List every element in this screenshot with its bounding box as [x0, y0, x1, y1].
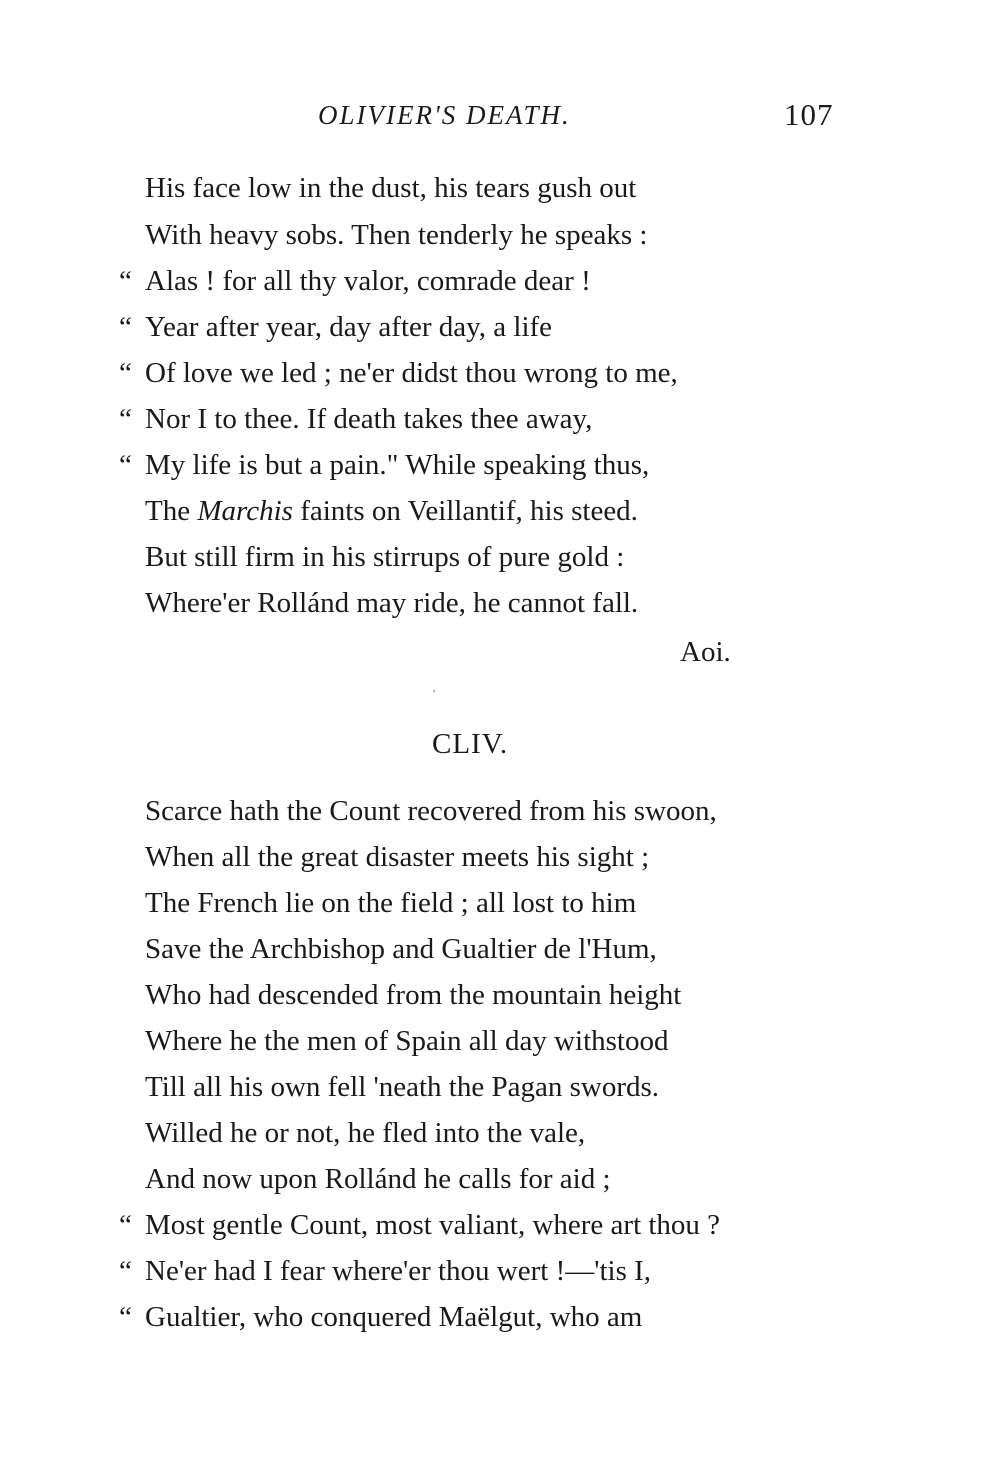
verse-line: “ My life is but a pain." While speaking thus,: [119, 449, 650, 481]
verse-line: “ Of love we led ; ne'er didst thou wrong to me,: [119, 357, 678, 389]
verse-line: His face low in the dust, his tears gush out: [145, 172, 637, 204]
section-heading: CLIV.: [432, 728, 509, 760]
verse-line: When all the great disaster meets his sight ;: [145, 841, 650, 873]
verse-line: Where'er Rollánd may ride, he cannot fall.: [145, 587, 639, 619]
verse-line: Scarce hath the Count recovered from his swoon,: [145, 795, 717, 827]
verse-line: Who had descended from the mountain height: [145, 979, 682, 1011]
verse-line: Willed he or not, he fled into the vale,: [145, 1117, 586, 1149]
verse-line: “ Most gentle Count, most valiant, where art thou ?: [119, 1209, 721, 1241]
verse-line: “ Alas ! for all thy valor, comrade dear !: [119, 265, 591, 297]
verse-line: The French lie on the field ; all lost to him: [145, 887, 637, 919]
running-head: OLIVIER'S DEATH.: [318, 100, 571, 130]
verse-line: Where he the men of Spain all day withstood: [145, 1025, 669, 1057]
page-number: 107: [784, 97, 834, 132]
print-speck: [433, 690, 435, 692]
verse-line: The Marchis faints on Veillantif, his steed.: [145, 495, 638, 527]
verse-line: And now upon Rollánd he calls for aid ;: [145, 1163, 611, 1195]
verse-line: Till all his own fell 'neath the Pagan swords.: [145, 1071, 660, 1103]
verse-line: “ Ne'er had I fear where'er thou wert !—'tis I,: [119, 1255, 652, 1287]
italic-term: Marchis: [197, 495, 293, 527]
verse-line: But still firm in his stirrups of pure gold :: [145, 541, 625, 573]
refrain-marker: Aoi.: [680, 636, 731, 668]
verse-line: “ Nor I to thee. If death takes thee away,: [119, 403, 593, 435]
verse-line: With heavy sobs. Then tenderly he speaks :: [145, 219, 648, 251]
verse-line: “ Gualtier, who conquered Maëlgut, who am: [119, 1301, 643, 1333]
verse-line: Save the Archbishop and Gualtier de l'Hum,: [145, 933, 657, 965]
verse-line: “ Year after year, day after day, a life: [119, 311, 553, 343]
